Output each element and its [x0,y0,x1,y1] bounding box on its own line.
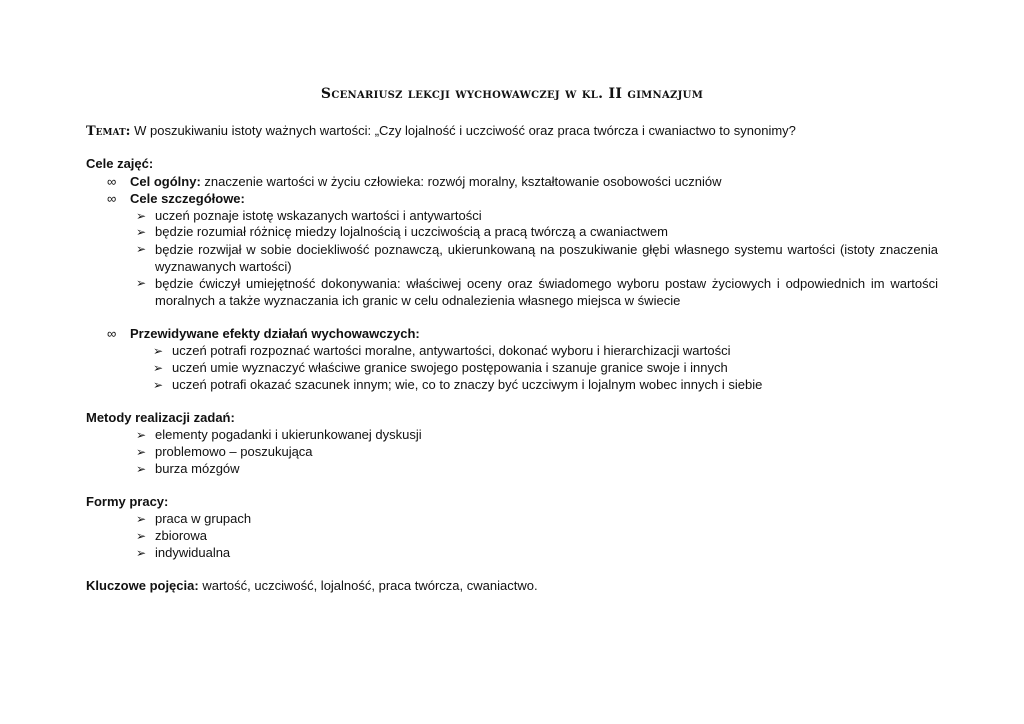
arrow-bullet-icon: ➢ [136,445,147,459]
key-concepts-text: wartość, uczciwość, lojalność, praca twórcza, cwaniactwo. [202,578,538,593]
forms-heading: Formy pracy: [86,494,169,509]
arrow-bullet-icon: ➢ [136,428,147,442]
list-item: zbiorowa [155,528,208,543]
topic-text: W poszukiwaniu istoty ważnych wartości: „Czy lojalność i uczciwość oraz praca twórcza i cwaniactwo to synonimy? [134,123,796,138]
arrow-bullet-icon: ➢ [153,378,164,392]
list-item: burza mózgów [155,461,240,476]
general-goal-label: Cel ogólny: [130,174,201,189]
key-concepts-label: Kluczowe pojęcia: [86,578,199,593]
infinity-bullet: ∞ [107,174,117,189]
infinity-bullet: ∞ [107,191,117,206]
arrow-bullet-icon: ➢ [136,512,147,526]
list-item: uczeń poznaje istotę wskazanych wartości i antywartości [155,208,482,223]
arrow-bullet-icon: ➢ [153,344,164,358]
expected-effects-label: Przewidywane efekty działań wychowawczych: [130,326,420,341]
topic-line [86,123,796,140]
key-concepts-line [86,578,538,594]
infinity-bullet: ∞ [107,326,117,341]
list-item: będzie rozwijał w sobie dociekliwość poznawczą, ukierunkowaną na poszukiwanie głębi własnego systemu wartości (istoty znaczenia wyznawanych wartości) [155,242,938,274]
arrow-bullet-icon: ➢ [136,529,147,543]
goals-heading: Cele zajęć: [86,156,154,171]
topic-label: Temat: [86,124,131,139]
specific-goals-label: Cele szczegółowe: [130,191,245,206]
list-item: będzie ćwiczył umiejętność dokonywania: właściwej oceny oraz świadomego wyboru postaw życiowych i odpowiednich im wartości moralnych a także wyznaczania ich granic w celu odnalezienia własnego miejsca w świecie [155,276,938,308]
list-item: uczeń umie wyznaczyć właściwe granice swojego postępowania i szanuje granice swoje i innych [172,360,728,375]
general-goal-text: znaczenie wartości w życiu człowieka: rozwój moralny, kształtowanie osobowości uczniów [204,174,722,189]
list-item: elementy pogadanki i ukierunkowanej dyskusji [155,427,422,442]
arrow-bullet-icon: ➢ [153,361,164,375]
list-item: będzie rozumiał różnicę miedzy lojalnością i uczciwością a pracą twórczą a cwaniactwem [155,224,668,239]
page-title: Scenariusz lekcji wychowawczej w kl. II gimnazjum [320,86,704,102]
general-goal-line [130,174,721,190]
arrow-bullet-icon: ➢ [136,462,147,476]
methods-heading: Metody realizacji zadań: [86,410,235,425]
arrow-bullet-icon: ➢ [136,546,147,560]
arrow-bullet-icon: ➢ [136,276,147,290]
arrow-bullet-icon: ➢ [136,242,147,256]
list-item: uczeń potrafi rozpoznać wartości moralne, antywartości, dokonać wyboru i hierarchizacji wartości [172,343,731,358]
list-item: problemowo – poszukująca [155,444,313,459]
list-item: indywidualna [155,545,231,560]
arrow-bullet-icon: ➢ [136,209,147,223]
arrow-bullet-icon: ➢ [136,225,147,239]
list-item: uczeń potrafi okazać szacunek innym; wie, co to znaczy być uczciwym i lojalnym wobec innych i siebie [172,377,763,392]
list-item: praca w grupach [155,511,252,526]
